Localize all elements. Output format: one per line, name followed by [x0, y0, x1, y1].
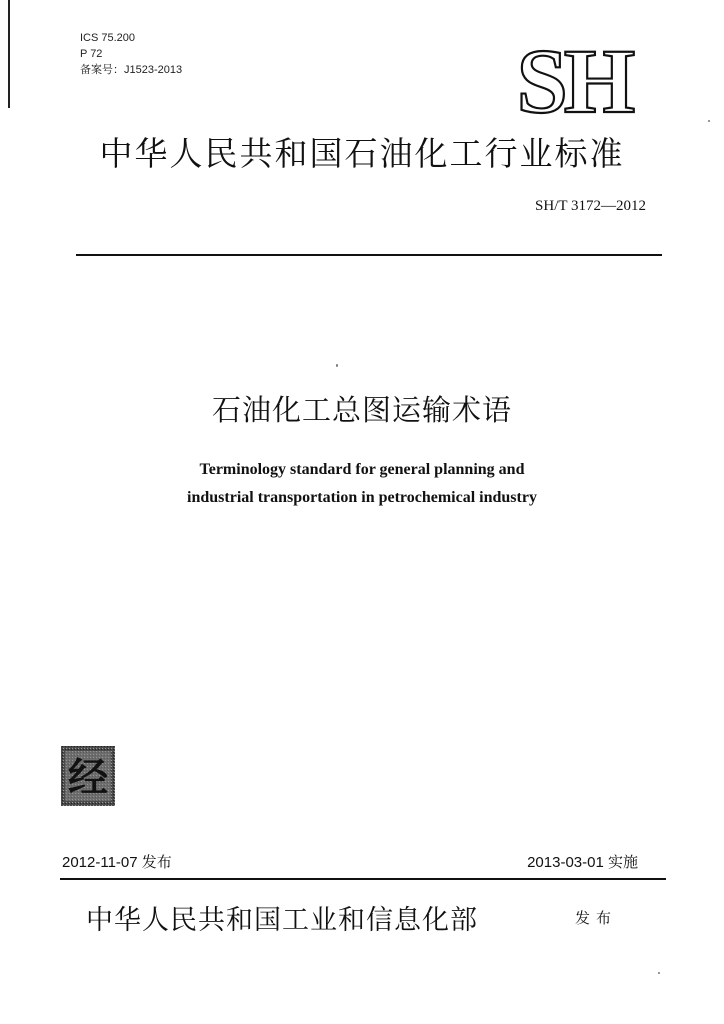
ics-code: ICS 75.200: [80, 32, 136, 44]
top-divider: [76, 254, 662, 256]
seal-stamp-icon: [60, 745, 116, 807]
ccs-code: P 72: [80, 48, 103, 60]
scan-speck: [658, 972, 660, 974]
implementation-date: 2013-03-01 实施: [527, 854, 638, 871]
bottom-divider: [60, 878, 666, 880]
seal-character: 经: [68, 754, 108, 801]
publish-label: 发布: [575, 909, 618, 927]
sh-logo: [500, 40, 648, 120]
document-title-english: [0, 456, 724, 512]
record-number: 备案号：J1523-2013: [80, 64, 183, 76]
scan-edge-line: [8, 0, 10, 108]
scan-speck: [336, 364, 338, 367]
scan-speck: [708, 120, 710, 122]
sh-logo-text: SH: [516, 40, 632, 120]
english-title-line-1: Terminology standard for general planning and: [199, 461, 525, 478]
industry-standard-title: 中华人民共和国石油化工行业标准: [99, 134, 625, 173]
classification-block: [80, 30, 182, 78]
english-title-line-2: industrial transportation in petrochemical industry: [187, 489, 537, 506]
publisher-name: 中华人民共和国工业和信息化部: [86, 905, 478, 936]
issue-date: 2012-11-07 发布: [62, 854, 172, 871]
standard-code: SH/T 3172—2012: [535, 198, 646, 214]
document-title-chinese: 石油化工总图运输术语: [211, 393, 512, 427]
